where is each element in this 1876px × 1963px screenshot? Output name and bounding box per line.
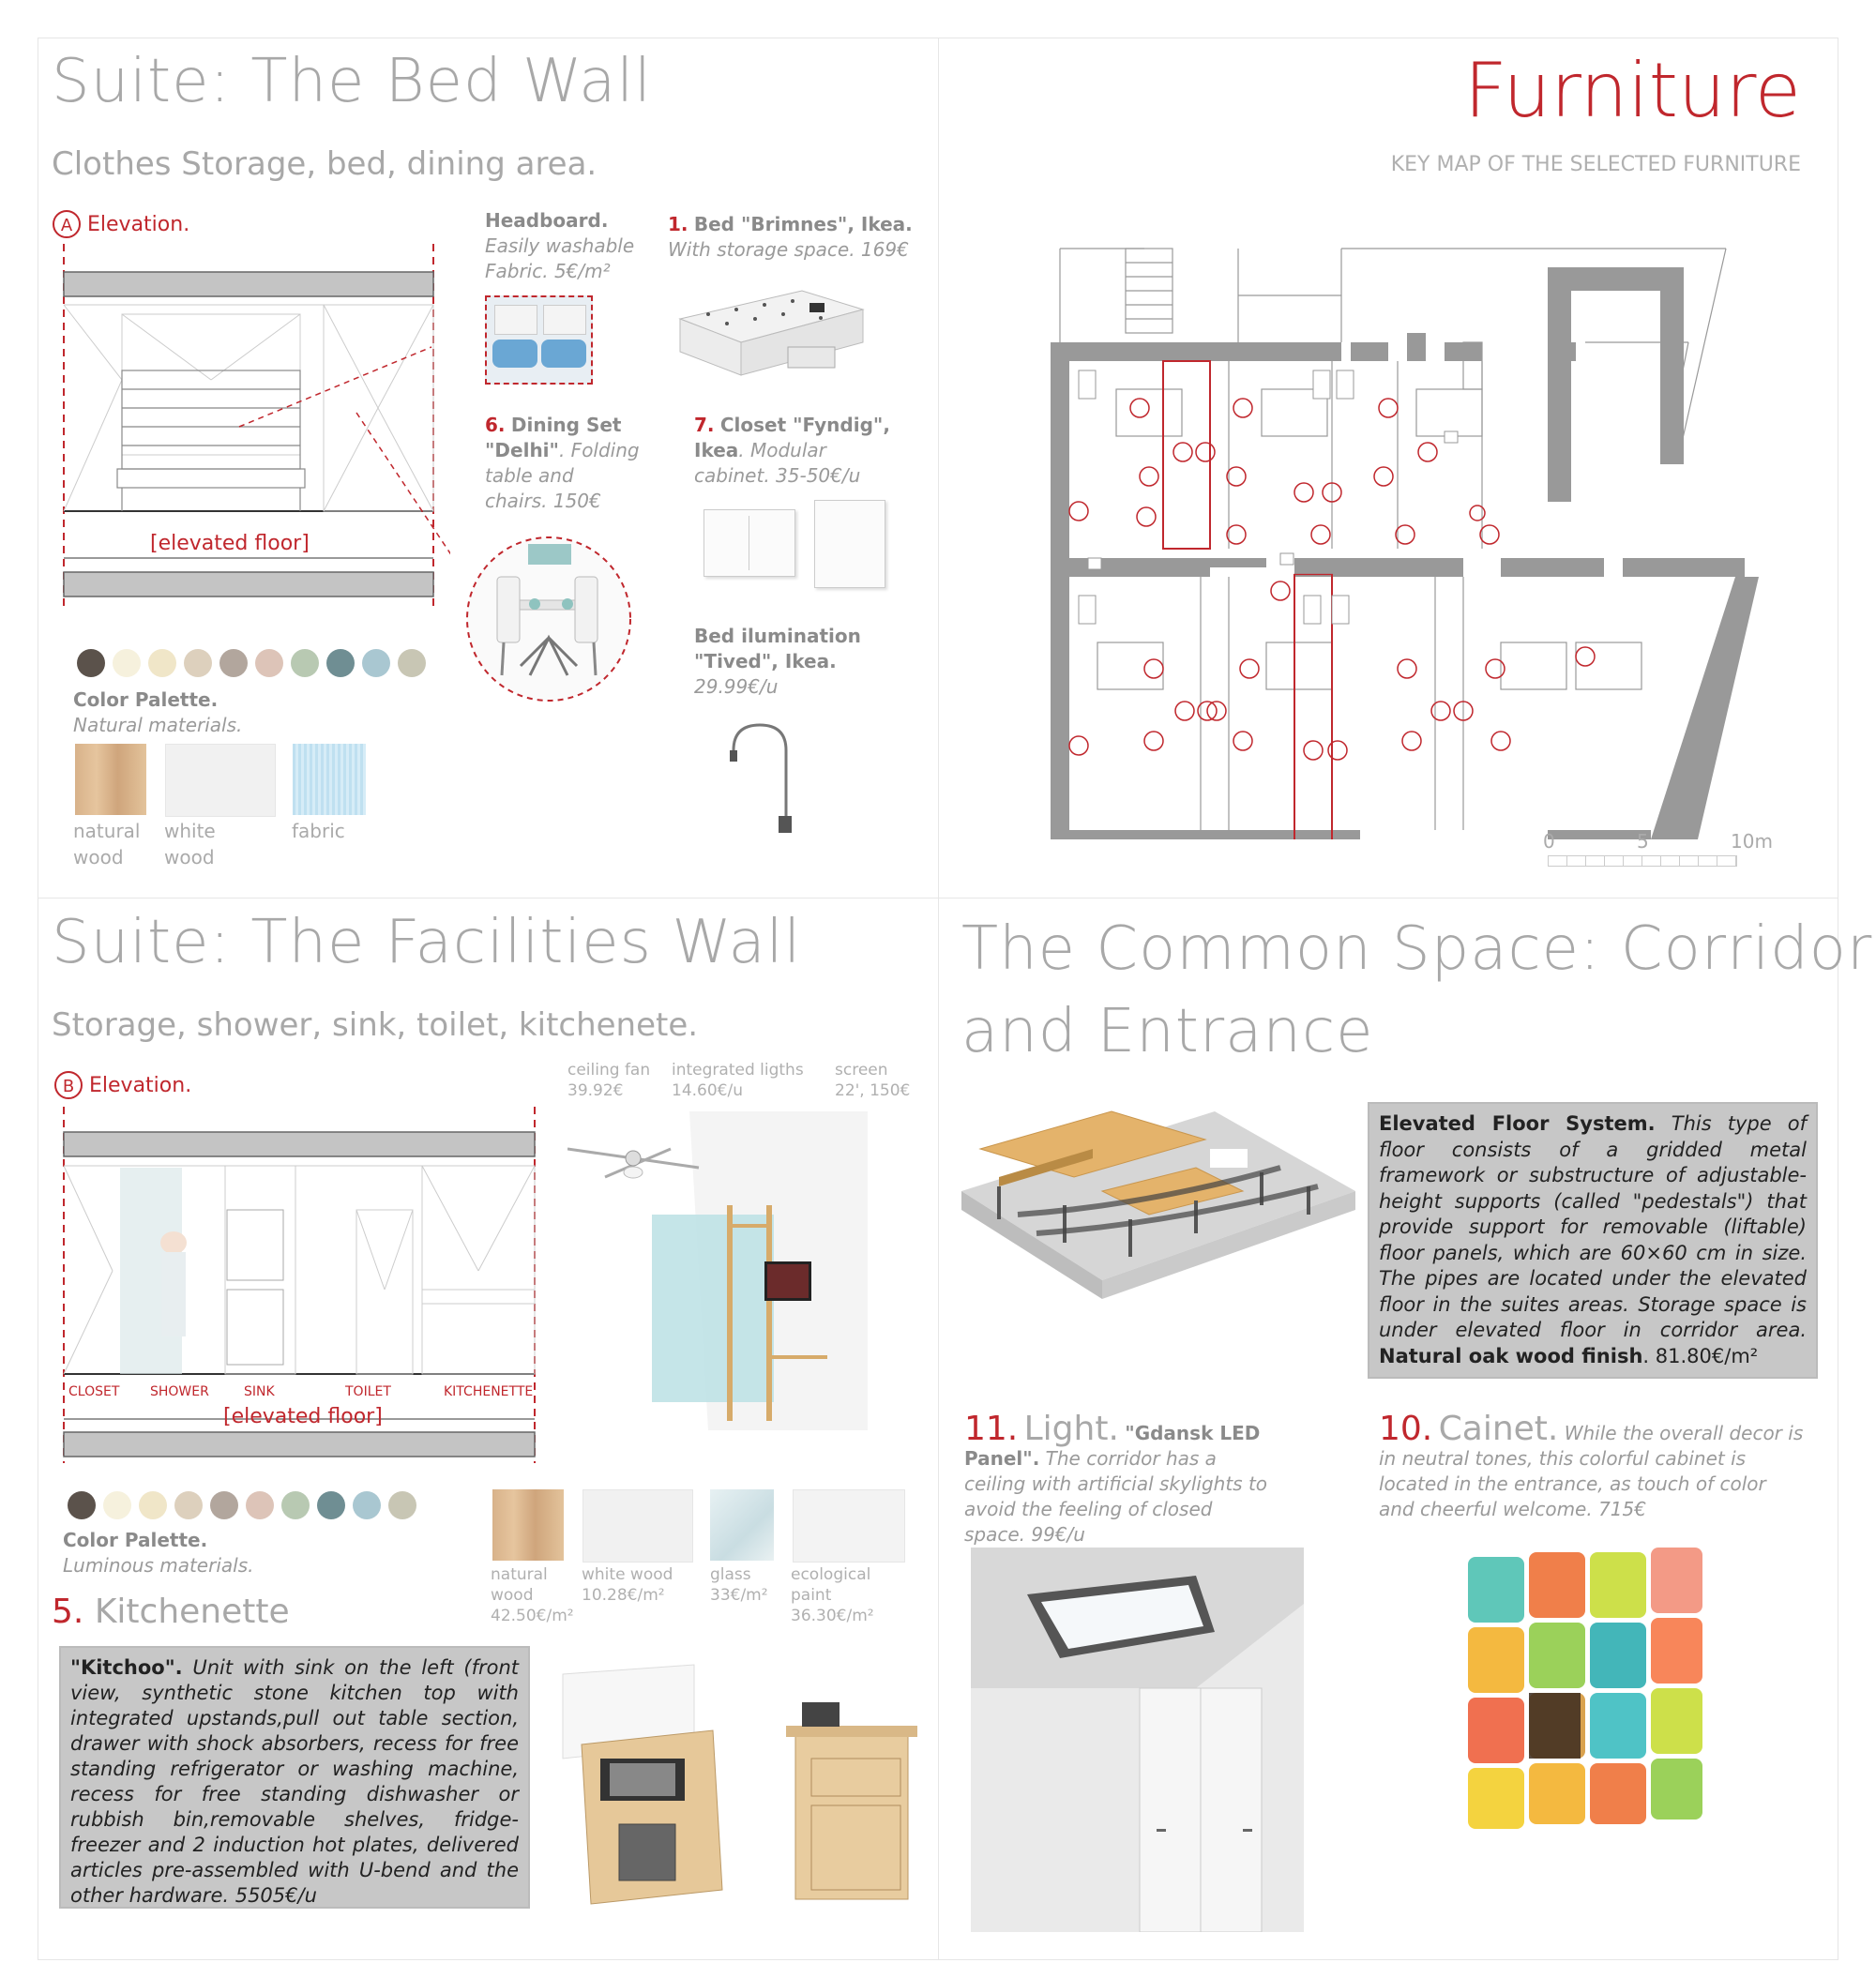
material-label: wood	[73, 846, 124, 868]
palette-a-title: Color Palette.	[73, 688, 219, 711]
common-title-line-2: and Entrance	[961, 997, 1374, 1066]
palette-a-swatch	[362, 649, 390, 677]
material-label: white wood	[582, 1565, 673, 1584]
scale-bar	[1548, 855, 1737, 867]
light-name: "Gdansk LED Panel".	[964, 1422, 1261, 1470]
headboard-title: Headboard.	[485, 209, 609, 232]
common-title	[961, 908, 1872, 1073]
divider-vertical	[938, 38, 939, 1960]
material-label: ecological	[791, 1565, 871, 1584]
material-label: paint	[791, 1586, 832, 1605]
material-label: glass	[710, 1565, 751, 1584]
material-label: natural	[73, 820, 141, 842]
material-natural-wood	[75, 744, 146, 815]
headboard-desc-2: Fabric. 5€/m²	[485, 260, 611, 282]
kitchenette-description: Unit with sink on the left (front view, synthetic stone kitchen top with integrated upstands,pull out table section, drawer with shock absorbers, recess for free standing refrigerator or washing machine, recess for free standing dishwasher or rubbish bin,removable shelves, fridge-freezer and 2 induction hot plates, delivered articles pre-assembled with U-bend and the other hardware. 5505€/u	[70, 1656, 519, 1907]
dining-set-photo	[464, 535, 633, 703]
facilities-title: Suite: The Facilities Wall	[52, 908, 802, 977]
bed-wall-title: Suite: The Bed Wall	[52, 47, 652, 116]
bed-title: Bed "Brimnes", Ikea.	[693, 213, 913, 235]
material-b-natural-wood-label	[491, 1564, 574, 1626]
material-white-wood-label	[164, 818, 216, 870]
dining-desc-2: table and	[485, 464, 574, 487]
material-price: 10.28€/m²	[582, 1586, 665, 1605]
cabinet-caption	[1379, 1410, 1806, 1522]
material-label: fabric	[292, 820, 345, 842]
palette-a-swatch	[291, 649, 319, 677]
light-number: 11.	[964, 1410, 1019, 1448]
cabinet-number: 10.	[1379, 1410, 1433, 1448]
material-fabric-label	[292, 818, 345, 844]
bed-photo	[671, 277, 868, 380]
screen-price: 22', 150€	[835, 1081, 911, 1100]
palette-a-swatch	[255, 649, 283, 677]
material-price: 33€/m²	[710, 1586, 768, 1605]
colorful-cabinet-photo	[1463, 1548, 1707, 1829]
bed-wall-subtitle: Clothes Storage, bed, dining area.	[52, 145, 598, 183]
palette-a-subtitle: Natural materials.	[73, 714, 243, 736]
lights-caption	[672, 1060, 804, 1101]
elevation-marker-a: A	[53, 210, 81, 238]
elevation-a-drawing	[56, 239, 450, 614]
palette-a-swatch	[184, 649, 212, 677]
elevated-floor-description-box	[1368, 1102, 1818, 1379]
palette-a-swatch	[148, 649, 176, 677]
fan-caption	[567, 1060, 650, 1101]
kitchenette-title: Kitchenette	[94, 1593, 290, 1631]
closet-title-2: Ikea	[694, 439, 739, 461]
elevated-floor-label-b: [elevated floor]	[223, 1405, 383, 1428]
elevation-label: KITCHENETTE	[444, 1384, 534, 1399]
material-label: wood	[164, 846, 215, 868]
palette-b-subtitle: Luminous materials.	[63, 1554, 254, 1577]
elevation-a-heading	[53, 210, 189, 238]
closet-photo-2	[814, 500, 885, 588]
material-b-natural-wood	[492, 1489, 564, 1561]
facilities-render-photo	[567, 1111, 868, 1430]
common-title-line-1: The Common Space: Corridor	[961, 914, 1873, 984]
lights-label: integrated ligths	[672, 1061, 804, 1080]
dining-number: 6.	[485, 414, 506, 436]
elevation-label: CLOSET	[68, 1384, 120, 1399]
closet-photo-1	[704, 509, 795, 577]
ceiling-light-photo	[971, 1548, 1304, 1932]
palette-a-caption	[73, 687, 242, 738]
palette-a-swatch	[326, 649, 355, 677]
material-white-wood	[165, 744, 276, 817]
palette-a-swatch	[77, 649, 105, 677]
closet-caption	[694, 413, 890, 489]
closet-desc-1: . Modular	[738, 439, 826, 461]
scale-label-5: 5	[1637, 830, 1649, 853]
palette-b-swatch	[353, 1491, 381, 1519]
palette-b-swatch	[281, 1491, 310, 1519]
bed-number: 1.	[668, 213, 688, 235]
material-label: white	[164, 820, 216, 842]
palette-b-swatch	[210, 1491, 238, 1519]
bed-caption	[668, 212, 913, 263]
scale-label-0: 0	[1543, 830, 1555, 853]
screen-label: screen	[835, 1061, 888, 1080]
palette-a-swatch	[398, 649, 426, 677]
elevation-marker-b: B	[54, 1071, 83, 1099]
bed-desc: With storage space. 169€	[668, 238, 909, 261]
elevation-label: SINK	[244, 1384, 275, 1399]
lamp-desc: 29.99€/u	[694, 675, 779, 698]
palette-b-swatch	[139, 1491, 167, 1519]
closet-number: 7.	[694, 414, 715, 436]
lamp-title-1: Bed ilumination	[694, 625, 861, 647]
material-b-white-wood-label	[582, 1564, 673, 1606]
palette-b-swatch	[246, 1491, 274, 1519]
material-fabric	[293, 744, 366, 815]
lamp-title-2: "Tived", Ikea.	[694, 650, 837, 672]
elevated-floor-price: . 81.80€/m²	[1642, 1344, 1759, 1367]
screen-caption	[835, 1060, 910, 1101]
light-description: The corridor has a ceiling with artificial skylights to avoid the feeling of closed space. 99€/u	[964, 1447, 1268, 1546]
cabinet-description: While the overall decor is in neutral tones, this colorful cabinet is located in the entrance, as touch of color and cheerful welcome. 715€	[1379, 1422, 1804, 1520]
elevated-floor-name: Elevated Floor System.	[1379, 1112, 1656, 1135]
headboard-desc-1: Easily washable	[485, 234, 635, 257]
furniture-subtitle: KEY MAP OF THE SELECTED FURNITURE	[1390, 153, 1801, 176]
palette-b-swatch	[388, 1491, 416, 1519]
fan-price: 39.92€	[567, 1081, 624, 1100]
material-b-glass-label	[710, 1564, 768, 1606]
facilities-subtitle: Storage, shower, sink, toilet, kitchenete.	[52, 1006, 699, 1044]
material-b-white-wood	[582, 1489, 693, 1563]
palette-b-swatch	[103, 1491, 131, 1519]
elevation-label: SHOWER	[150, 1384, 209, 1399]
elevation-b-label: Elevation.	[89, 1074, 192, 1097]
elevated-floor-finish: Natural oak wood finish	[1379, 1344, 1643, 1367]
furniture-title: Furniture	[1463, 47, 1801, 134]
palette-a-swatch	[113, 649, 141, 677]
headboard-photo	[485, 295, 593, 385]
lamp-photo	[722, 717, 797, 835]
dining-desc-1: . Folding	[558, 439, 640, 461]
material-b-ecological-paint	[793, 1489, 905, 1563]
headboard-caption	[485, 208, 634, 284]
palette-b-swatch	[317, 1491, 345, 1519]
cabinet-title: Cainet.	[1438, 1410, 1559, 1448]
palette-b-swatch	[174, 1491, 203, 1519]
material-price: 42.50€/m²	[491, 1607, 574, 1625]
kitchenette-heading	[52, 1593, 290, 1631]
material-b-ecological-paint-label	[791, 1564, 874, 1626]
palette-b-caption	[63, 1528, 253, 1578]
elevation-label: TOILET	[345, 1384, 391, 1399]
closet-desc-2: cabinet. 35-50€/u	[694, 464, 861, 487]
kitchenette-number: 5.	[52, 1593, 84, 1631]
material-natural-wood-label	[73, 818, 140, 870]
elevated-floor-description: This type of floor consists of a gridded metal framework or substructure of adjustable-height supports (called "pedestals") that provide support for removable (liftable) floor panels, which are 60×60 cm in size. The pipes are located under the elevated floor in the suites areas. Storage space is under elevated floor in corridor area.	[1379, 1112, 1807, 1341]
material-label: natural	[491, 1565, 548, 1584]
palette-b-title: Color Palette.	[63, 1529, 208, 1551]
material-price: 36.30€/m²	[791, 1607, 874, 1625]
material-label: wood	[491, 1586, 534, 1605]
dining-desc-3: chairs. 150€	[485, 490, 601, 512]
elevated-floor-label-a: [elevated floor]	[150, 532, 310, 555]
palette-b-swatch	[68, 1491, 96, 1519]
dining-title-2: "Delhi"	[485, 439, 559, 461]
elevated-floor-photo	[961, 1102, 1355, 1299]
elevation-a-label: Elevation.	[87, 213, 190, 236]
dining-title-1: Dining Set	[510, 414, 622, 436]
palette-a-swatch	[219, 649, 248, 677]
light-title: Light.	[1023, 1410, 1119, 1448]
scale-label-10: 10m	[1731, 830, 1773, 853]
kitchenette-photos	[553, 1655, 919, 1909]
elevation-b-heading	[54, 1071, 191, 1099]
lights-price: 14.60€/u	[672, 1081, 743, 1100]
fan-label: ceiling fan	[567, 1061, 651, 1080]
material-b-glass	[710, 1489, 774, 1561]
kitchenette-description-box	[59, 1646, 530, 1909]
kitchenette-name: "Kitchoo".	[70, 1656, 183, 1679]
dining-caption	[485, 413, 640, 514]
floor-plan	[1041, 239, 1773, 839]
lamp-caption	[694, 624, 861, 700]
light-caption	[964, 1410, 1274, 1548]
closet-title-1: Closet "Fyndig",	[719, 414, 890, 436]
